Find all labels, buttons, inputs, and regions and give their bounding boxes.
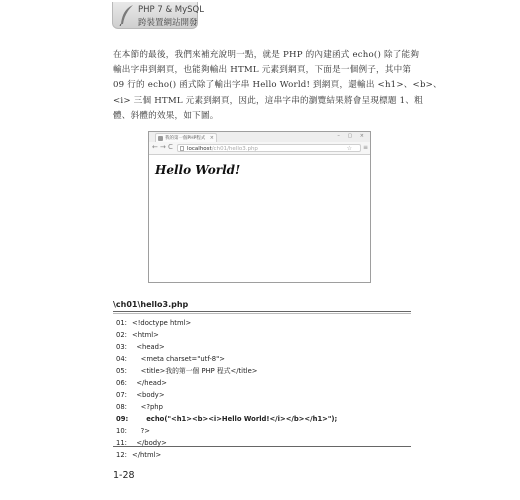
- code-text: </head>: [132, 379, 167, 387]
- code-line: [116, 389, 337, 401]
- browser-tab[interactable]: [155, 133, 217, 142]
- code-listing: [113, 311, 411, 459]
- code-text: <head>: [132, 343, 165, 351]
- line-number: 01:: [116, 319, 127, 327]
- code-divider: [113, 313, 411, 314]
- code-file-title: \ch01\hello3.php: [113, 300, 189, 309]
- line-number: 05:: [116, 367, 127, 375]
- forward-arrow-icon[interactable]: →: [160, 143, 166, 151]
- code-text: </html>: [132, 451, 162, 459]
- browser-screenshot: [148, 131, 371, 283]
- line-number: 06:: [116, 379, 127, 387]
- browser-navbar: [149, 142, 370, 155]
- code-text: <html>: [132, 331, 159, 339]
- paragraph-line: 在本節的最後，我們來補充說明一點，就是 PHP 的內建函式 echo() 除了能夠: [113, 50, 420, 60]
- browser-titlebar: [149, 132, 370, 142]
- browser-content: [155, 159, 240, 178]
- paragraph-line: 輸出字串到網頁，也能夠輸出 HTML 元素到網頁，下面是一個例子，其中第: [113, 65, 412, 76]
- code-line: [116, 341, 337, 353]
- hello-world-heading: Hello World!: [155, 163, 241, 177]
- paragraph-line: 體、斜體的效果，如下圖。: [113, 110, 219, 121]
- line-number: 12:: [116, 451, 127, 459]
- line-number: 02:: [116, 331, 127, 339]
- menu-icon[interactable]: ≡: [362, 144, 368, 151]
- tab-close-icon[interactable]: ×: [209, 135, 214, 141]
- line-number: 04:: [116, 355, 127, 363]
- paragraph-line: <i> 三個 HTML 元素到網頁，因此，這串字串的瀏覽結果將會呈現標題 1、粗: [113, 95, 423, 106]
- line-number: 03:: [116, 343, 127, 351]
- code-line: [116, 425, 337, 437]
- code-lines: [116, 317, 337, 461]
- code-text: <title>我的第一個 PHP 程式</title>: [132, 367, 258, 375]
- book-title-line2: 跨裝置網站開發: [138, 18, 198, 28]
- code-text: </body>: [132, 439, 167, 447]
- address-bar[interactable]: [177, 144, 361, 152]
- code-text: ?>: [132, 427, 150, 435]
- code-text: <!doctype html>: [132, 319, 192, 327]
- url-host: localhost: [187, 146, 212, 152]
- code-text: <?php: [132, 403, 163, 411]
- page-favicon-icon: [158, 136, 163, 141]
- paragraph-line: 09 行的 echo() 函式除了輸出字串 Hello World! 到網頁，還輸出 <h1>、<b>、: [113, 80, 442, 91]
- code-line: [116, 437, 337, 449]
- code-line: [116, 413, 337, 425]
- line-number: 10:: [116, 427, 127, 435]
- back-arrow-icon[interactable]: ←: [152, 143, 158, 151]
- page-icon: [180, 146, 184, 151]
- code-line: [116, 449, 337, 461]
- book-header: [112, 2, 204, 30]
- line-number: 09:: [116, 415, 129, 423]
- code-line: [116, 365, 337, 377]
- code-line: [116, 377, 337, 389]
- code-line: [116, 329, 337, 341]
- browser-tab-title: 我的第一個PHP程式: [165, 136, 206, 141]
- body-paragraph: [113, 48, 442, 124]
- reload-icon[interactable]: C: [168, 143, 173, 151]
- code-text: echo("<h1><b><i>Hello World!</i></b></h1>");: [132, 415, 338, 423]
- book-title-line1: PHP 7 & MySQL: [138, 5, 204, 15]
- line-number: 08:: [116, 403, 127, 411]
- url-path: /ch01/hello3.php: [211, 146, 258, 152]
- code-line: [116, 317, 337, 329]
- code-line: [116, 353, 337, 365]
- bookmark-star-icon[interactable]: ☆: [346, 145, 352, 152]
- code-line: [116, 401, 337, 413]
- code-text: <meta charset="utf-8">: [132, 355, 225, 363]
- line-number: 07:: [116, 391, 127, 399]
- window-controls[interactable]: – ▢ ×: [337, 133, 367, 139]
- line-number: 11:: [116, 439, 127, 447]
- feather-pen-icon: [118, 4, 136, 26]
- code-text: <body>: [132, 391, 165, 399]
- page-number: 1-28: [113, 470, 135, 481]
